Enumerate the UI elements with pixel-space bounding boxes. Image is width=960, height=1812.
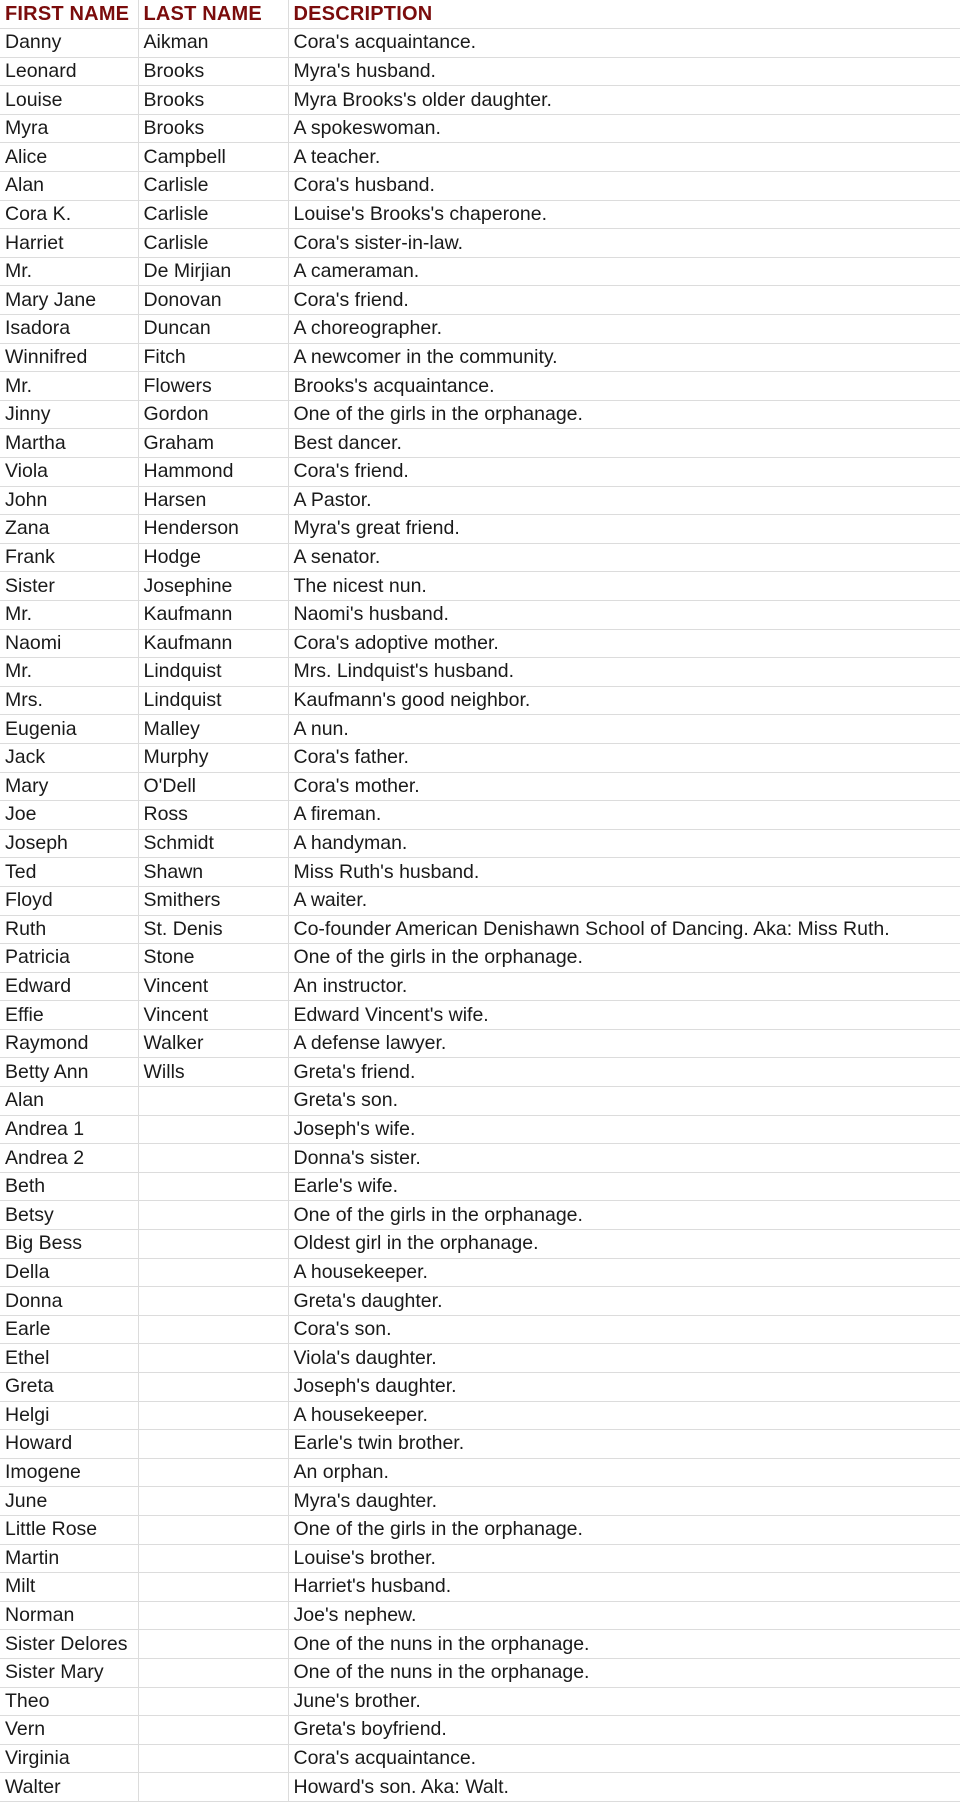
last-name-cell[interactable] [138,1487,288,1516]
table-row [0,515,960,544]
description-cell[interactable]: An instructor. [288,972,960,1001]
table-row [0,801,960,830]
table-row [0,686,960,715]
last-name-cell[interactable] [138,1458,288,1487]
table-row [0,372,960,401]
last-name-cell[interactable]: Fitch [138,343,288,372]
table-row [0,1601,960,1630]
last-name-cell[interactable] [138,1773,288,1802]
description-cell[interactable]: Donna's sister. [288,1144,960,1173]
first-name-cell[interactable]: Ethel [0,1344,138,1373]
description-cell[interactable]: Cora's friend. [288,458,960,487]
last-name-cell[interactable]: Henderson [138,515,288,544]
first-name-cell[interactable]: John [0,486,138,515]
header-row [0,0,960,29]
table-row [0,886,960,915]
description-cell[interactable]: Harriet's husband. [288,1573,960,1602]
description-cell[interactable]: A waiter. [288,886,960,915]
description-cell[interactable]: Edward Vincent's wife. [288,1001,960,1030]
last-name-cell[interactable] [138,1716,288,1745]
last-name-cell[interactable] [138,1373,288,1402]
first-name-cell[interactable]: Beth [0,1172,138,1201]
table-row [0,1001,960,1030]
table-row [0,172,960,201]
description-cell[interactable]: Myra's husband. [288,57,960,86]
table-row [0,1716,960,1745]
table-row [0,1058,960,1087]
first-name-cell[interactable]: Cora K. [0,200,138,229]
last-name-cell[interactable] [138,1744,288,1773]
last-name-cell[interactable]: O'Dell [138,772,288,801]
first-name-cell[interactable]: Imogene [0,1458,138,1487]
table-row [0,400,960,429]
description-cell[interactable]: Louise's Brooks's chaperone. [288,200,960,229]
table-row [0,858,960,887]
column-header-last-name[interactable]: LAST NAME [138,0,288,29]
first-name-cell[interactable]: Isadora [0,315,138,344]
table-row [0,1087,960,1116]
first-name-cell[interactable]: Howard [0,1430,138,1459]
description-cell[interactable]: One of the girls in the orphanage. [288,1201,960,1230]
description-cell[interactable]: Cora's father. [288,743,960,772]
last-name-cell[interactable]: Carlisle [138,200,288,229]
description-cell[interactable]: Best dancer. [288,429,960,458]
table-row [0,1658,960,1687]
first-name-cell[interactable]: Joe [0,801,138,830]
first-name-cell[interactable]: Joseph [0,829,138,858]
last-name-cell[interactable] [138,1573,288,1602]
description-cell[interactable]: Cora's sister-in-law. [288,229,960,258]
table-body [0,29,960,1802]
description-cell[interactable]: Louise's brother. [288,1544,960,1573]
table-row [0,1344,960,1373]
table-row [0,1687,960,1716]
last-name-cell[interactable]: Murphy [138,743,288,772]
description-cell[interactable]: A teacher. [288,143,960,172]
last-name-cell[interactable]: Donovan [138,286,288,315]
description-cell[interactable]: One of the girls in the orphanage. [288,944,960,973]
description-cell[interactable]: A newcomer in the community. [288,343,960,372]
description-cell[interactable]: Howard's son. Aka: Walt. [288,1773,960,1802]
first-name-cell[interactable]: Floyd [0,886,138,915]
last-name-cell[interactable] [138,1401,288,1430]
first-name-cell[interactable]: Mary Jane [0,286,138,315]
table-row [0,458,960,487]
table-row [0,286,960,315]
table-row [0,1458,960,1487]
last-name-cell[interactable] [138,1287,288,1316]
last-name-cell[interactable] [138,1658,288,1687]
description-cell[interactable]: Oldest girl in the orphanage. [288,1230,960,1259]
table-row [0,1773,960,1802]
description-cell[interactable]: A handyman. [288,829,960,858]
table-row [0,1315,960,1344]
description-cell[interactable]: One of the nuns in the orphanage. [288,1630,960,1659]
last-name-cell[interactable] [138,1115,288,1144]
last-name-cell[interactable]: Shawn [138,858,288,887]
table-row [0,1515,960,1544]
first-name-cell[interactable]: Sister Mary [0,1658,138,1687]
last-name-cell[interactable] [138,1201,288,1230]
first-name-cell[interactable]: Theo [0,1687,138,1716]
first-name-cell[interactable]: Milt [0,1573,138,1602]
last-name-cell[interactable]: Schmidt [138,829,288,858]
table-row [0,200,960,229]
last-name-cell[interactable]: Josephine [138,572,288,601]
table-row [0,629,960,658]
first-name-cell[interactable]: Helgi [0,1401,138,1430]
last-name-cell[interactable]: Walker [138,1029,288,1058]
table-row [0,772,960,801]
table-row [0,1544,960,1573]
table-row [0,86,960,115]
description-cell[interactable]: Joe's nephew. [288,1601,960,1630]
table-row [0,1744,960,1773]
last-name-cell[interactable] [138,1344,288,1373]
last-name-cell[interactable] [138,1544,288,1573]
last-name-cell[interactable]: Vincent [138,972,288,1001]
first-name-cell[interactable]: Sister Delores [0,1630,138,1659]
last-name-cell[interactable]: Brooks [138,86,288,115]
first-name-cell[interactable]: Myra [0,114,138,143]
last-name-cell[interactable]: Gordon [138,400,288,429]
description-cell[interactable]: The nicest nun. [288,572,960,601]
first-name-cell[interactable]: Donna [0,1287,138,1316]
last-name-cell[interactable]: Aikman [138,29,288,58]
last-name-cell[interactable]: St. Denis [138,915,288,944]
first-name-cell[interactable]: Effie [0,1001,138,1030]
first-name-cell[interactable]: Betsy [0,1201,138,1230]
description-cell[interactable]: Naomi's husband. [288,600,960,629]
first-name-cell[interactable]: Mr. [0,257,138,286]
column-header-first-name[interactable]: FIRST NAME [0,0,138,29]
first-name-cell[interactable]: Ruth [0,915,138,944]
table-row [0,486,960,515]
table-row [0,29,960,58]
table-row [0,315,960,344]
description-cell[interactable]: Joseph's wife. [288,1115,960,1144]
table-row [0,600,960,629]
last-name-cell[interactable]: Hodge [138,543,288,572]
first-name-cell[interactable]: Norman [0,1601,138,1630]
description-cell[interactable]: A cameraman. [288,257,960,286]
first-name-cell[interactable]: Alan [0,172,138,201]
table-row [0,1230,960,1259]
first-name-cell[interactable]: Harriet [0,229,138,258]
table-row [0,429,960,458]
last-name-cell[interactable]: Campbell [138,143,288,172]
last-name-cell[interactable] [138,1630,288,1659]
first-name-cell[interactable]: Ted [0,858,138,887]
first-name-cell[interactable]: Naomi [0,629,138,658]
table-row [0,1258,960,1287]
first-name-cell[interactable]: Edward [0,972,138,1001]
table-row [0,143,960,172]
table-row [0,1430,960,1459]
description-cell[interactable]: A choreographer. [288,315,960,344]
first-name-cell[interactable]: Mr. [0,600,138,629]
first-name-cell[interactable]: Andrea 2 [0,1144,138,1173]
first-name-cell[interactable]: Little Rose [0,1515,138,1544]
first-name-cell[interactable]: Danny [0,29,138,58]
table-row [0,1630,960,1659]
description-cell[interactable]: Greta's daughter. [288,1287,960,1316]
description-cell[interactable]: Cora's son. [288,1315,960,1344]
first-name-cell[interactable]: Greta [0,1373,138,1402]
description-cell[interactable]: Greta's friend. [288,1058,960,1087]
last-name-cell[interactable] [138,1087,288,1116]
last-name-cell[interactable]: Ross [138,801,288,830]
first-name-cell[interactable]: Vern [0,1716,138,1745]
description-cell[interactable]: An orphan. [288,1458,960,1487]
description-cell[interactable]: Greta's boyfriend. [288,1716,960,1745]
last-name-cell[interactable]: Lindquist [138,686,288,715]
first-name-cell[interactable]: Walter [0,1773,138,1802]
description-cell[interactable]: One of the nuns in the orphanage. [288,1658,960,1687]
first-name-cell[interactable]: Virginia [0,1744,138,1773]
description-cell[interactable]: Myra Brooks's older daughter. [288,86,960,115]
last-name-cell[interactable]: Hammond [138,458,288,487]
first-name-cell[interactable]: Zana [0,515,138,544]
first-name-cell[interactable]: Viola [0,458,138,487]
table-row [0,658,960,687]
last-name-cell[interactable]: Duncan [138,315,288,344]
description-cell[interactable]: One of the girls in the orphanage. [288,1515,960,1544]
table-row [0,1172,960,1201]
table-row [0,1201,960,1230]
first-name-cell[interactable]: Alice [0,143,138,172]
table-row [0,715,960,744]
table-row [0,829,960,858]
description-cell[interactable]: A spokeswoman. [288,114,960,143]
description-cell[interactable]: A housekeeper. [288,1401,960,1430]
last-name-cell[interactable] [138,1315,288,1344]
last-name-cell[interactable]: Harsen [138,486,288,515]
table-row [0,1487,960,1516]
last-name-cell[interactable]: Brooks [138,114,288,143]
column-header-description[interactable]: DESCRIPTION [288,0,960,29]
description-cell[interactable]: A defense lawyer. [288,1029,960,1058]
first-name-cell[interactable]: Mrs. [0,686,138,715]
first-name-cell[interactable]: Sister [0,572,138,601]
first-name-cell[interactable]: Patricia [0,944,138,973]
description-cell[interactable]: Kaufmann's good neighbor. [288,686,960,715]
table-row [0,1401,960,1430]
first-name-cell[interactable]: Mr. [0,658,138,687]
description-cell[interactable]: Miss Ruth's husband. [288,858,960,887]
last-name-cell[interactable] [138,1601,288,1630]
first-name-cell[interactable]: Big Bess [0,1230,138,1259]
first-name-cell[interactable]: Alan [0,1087,138,1116]
description-cell[interactable]: Viola's daughter. [288,1344,960,1373]
table-row [0,572,960,601]
first-name-cell[interactable]: Mr. [0,372,138,401]
first-name-cell[interactable]: Winnifred [0,343,138,372]
last-name-cell[interactable]: Graham [138,429,288,458]
table-row [0,1144,960,1173]
table-row [0,343,960,372]
first-name-cell[interactable]: Jinny [0,400,138,429]
description-cell[interactable]: A Pastor. [288,486,960,515]
last-name-cell[interactable] [138,1430,288,1459]
table-row [0,1029,960,1058]
description-cell[interactable]: Brooks's acquaintance. [288,372,960,401]
table-row [0,114,960,143]
description-cell[interactable]: A fireman. [288,801,960,830]
last-name-cell[interactable]: Flowers [138,372,288,401]
table-row [0,972,960,1001]
first-name-cell[interactable]: Mary [0,772,138,801]
first-name-cell[interactable]: Earle [0,1315,138,1344]
last-name-cell[interactable]: Wills [138,1058,288,1087]
description-cell[interactable]: Earle's wife. [288,1172,960,1201]
last-name-cell[interactable]: Carlisle [138,172,288,201]
first-name-cell[interactable]: Raymond [0,1029,138,1058]
description-cell[interactable]: Cora's mother. [288,772,960,801]
description-cell[interactable]: Myra's daughter. [288,1487,960,1516]
table-row [0,543,960,572]
last-name-cell[interactable]: De Mirjian [138,257,288,286]
description-cell[interactable]: Co-founder American Denishawn School of Dancing. Aka: Miss Ruth. [288,915,960,944]
description-cell[interactable]: A nun. [288,715,960,744]
first-name-cell[interactable]: Della [0,1258,138,1287]
description-cell[interactable]: June's brother. [288,1687,960,1716]
table-row [0,944,960,973]
description-cell[interactable]: A housekeeper. [288,1258,960,1287]
description-cell[interactable]: Joseph's daughter. [288,1373,960,1402]
last-name-cell[interactable]: Malley [138,715,288,744]
last-name-cell[interactable] [138,1687,288,1716]
description-cell[interactable]: Cora's friend. [288,286,960,315]
first-name-cell[interactable]: Martha [0,429,138,458]
table-row [0,915,960,944]
first-name-cell[interactable]: Andrea 1 [0,1115,138,1144]
table-row [0,1287,960,1316]
description-cell[interactable]: Cora's acquaintance. [288,29,960,58]
first-name-cell[interactable]: Eugenia [0,715,138,744]
last-name-cell[interactable]: Kaufmann [138,629,288,658]
description-cell[interactable]: Greta's son. [288,1087,960,1116]
last-name-cell[interactable]: Stone [138,944,288,973]
last-name-cell[interactable]: Carlisle [138,229,288,258]
first-name-cell[interactable]: Jack [0,743,138,772]
description-cell[interactable]: Myra's great friend. [288,515,960,544]
table-row [0,1115,960,1144]
last-name-cell[interactable]: Lindquist [138,658,288,687]
first-name-cell[interactable]: Martin [0,1544,138,1573]
description-cell[interactable]: Cora's adoptive mother. [288,629,960,658]
last-name-cell[interactable] [138,1172,288,1201]
description-cell[interactable]: Mrs. Lindquist's husband. [288,658,960,687]
description-cell[interactable]: Cora's acquaintance. [288,1744,960,1773]
table-row [0,1573,960,1602]
table-row [0,743,960,772]
description-cell[interactable]: A senator. [288,543,960,572]
last-name-cell[interactable] [138,1258,288,1287]
last-name-cell[interactable] [138,1230,288,1259]
first-name-cell[interactable]: Leonard [0,57,138,86]
description-cell[interactable]: Earle's twin brother. [288,1430,960,1459]
last-name-cell[interactable]: Brooks [138,57,288,86]
last-name-cell[interactable]: Vincent [138,1001,288,1030]
description-cell[interactable]: Cora's husband. [288,172,960,201]
first-name-cell[interactable]: Betty Ann [0,1058,138,1087]
table-row [0,57,960,86]
last-name-cell[interactable] [138,1144,288,1173]
last-name-cell[interactable]: Smithers [138,886,288,915]
table-row [0,1373,960,1402]
last-name-cell[interactable] [138,1515,288,1544]
table-row [0,257,960,286]
first-name-cell[interactable]: June [0,1487,138,1516]
table-row [0,229,960,258]
description-cell[interactable]: One of the girls in the orphanage. [288,400,960,429]
first-name-cell[interactable]: Louise [0,86,138,115]
last-name-cell[interactable]: Kaufmann [138,600,288,629]
first-name-cell[interactable]: Frank [0,543,138,572]
